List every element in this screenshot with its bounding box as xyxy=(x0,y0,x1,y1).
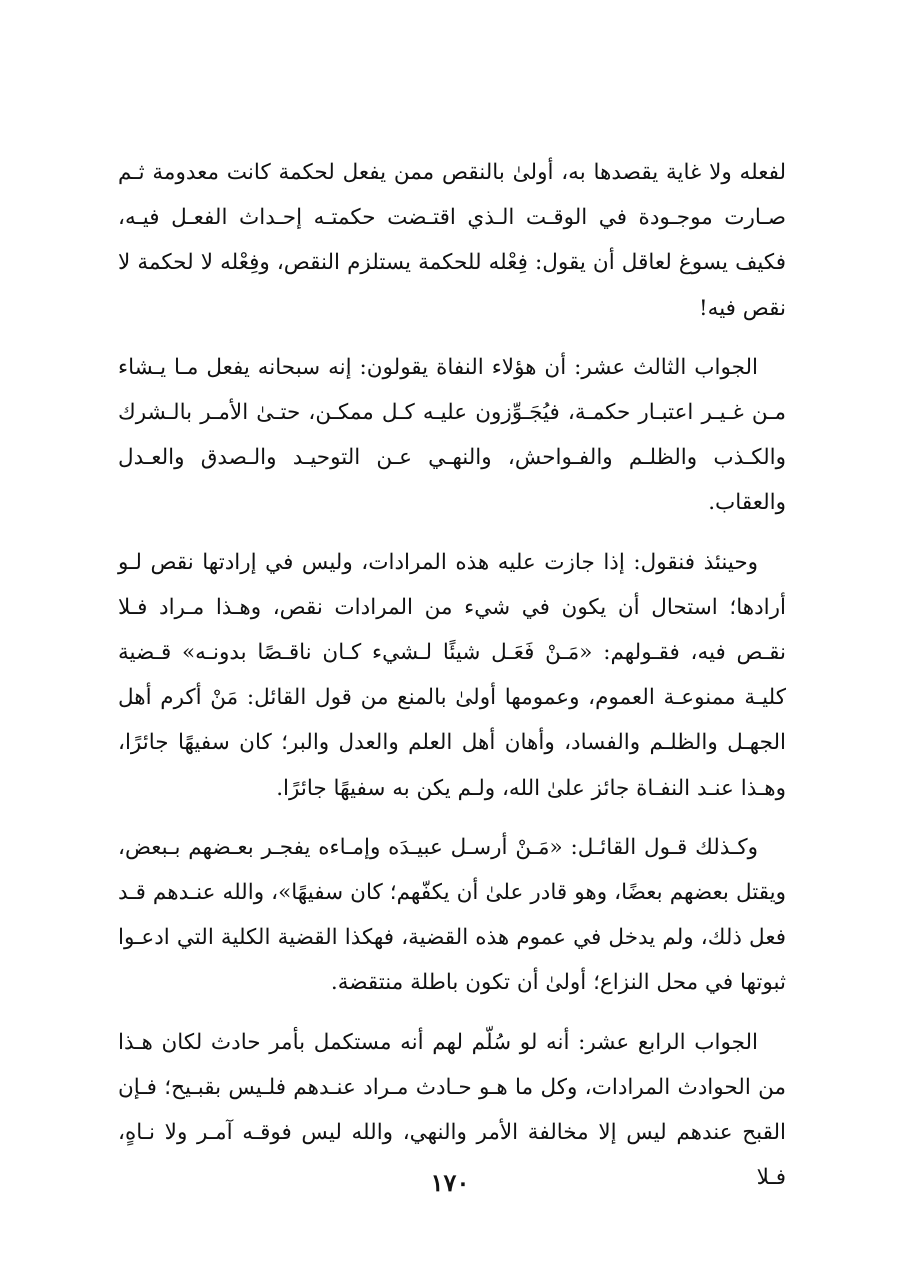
paragraph-1: لفعله ولا غاية يقصدها به، أولىٰ بالنقص ممن يفعل لحكمة كانت معدومة ثـم صـارت موجـودة في الوقـت الـذي اقتـضت حكمتـه إحـداث الفعـل فيـه، فكيف يسوغ لعاقل أن يقول: فِعْله للحكمة يستلزم النقص، وفِعْله لا لحكمة لا نقص فيه! xyxy=(118,160,786,321)
paragraph-5: الجواب الرابع عشر: أنه لو سُلّم لهم أنه مستكمل بأمر حادث لكان هـذا من الحوادث المرادات، وكل ما هـو حـادث مـراد عنـدهم فلـيس بقبـيح؛ فـإن القبح عندهم ليس إلا مخالفة الأمر والنهي، والله ليس فوقـه آمـر ولا نـاهٍ، فـلا xyxy=(118,1029,786,1191)
paragraph-3: وحينئذ فنقول: إذا جازت عليه هذه المرادات، وليس في إرادتها نقص لـو أرادها؛ استحال أن يكون في شيء من المرادات نقص، وهـذا مـراد فـلا نقـص فيه، فقـولهم: «مَـنْ فَعَـل شيئًا لـشيء كـان ناقـصًا بدونـه» قـضية كليـة ممنوعـة العموم، وعمومها أولىٰ بالمنع من قول القائل: مَنْ أكرم أهل الجهـل والظلـم والفساد، وأهان أهل العلم والعدل والبر؛ كان سفيهًا جائرًا، وهـذا عنـد النفـاة جائز علىٰ الله، ولـم يكن به سفيهًا جائرًا. xyxy=(118,549,786,801)
page-number: ١٧٠ xyxy=(430,1168,470,1197)
paragraph-2: الجواب الثالث عشر: أن هؤلاء النفاة يقولون: إنه سبحانه يفعل مـا يـشاء مـن غـيـر اعتبـار حكمـة، فيُجَـوِّزون عليـه كـل ممكـن، حتـىٰ الأمـر بالـشرك والكـذب والظلـم والفـواحش، والنهـي عـن التوحيـد والـصدق والعـدل والعقاب. xyxy=(118,354,786,516)
body-text xyxy=(118,150,786,1214)
paragraph-4: وكـذلك قـول القائـل: «مَـنْ أرسـل عبيـدَه وإمـاءه يفجـر بعـضهم بـبعض، ويقتل بعضهم بعضًا، وهو قادر علىٰ أن يكفّهم؛ كان سفيهًا»، والله عنـدهم قـد فعل ذلك، ولم يدخل في عموم هذه القضية، فهكذا القضية الكلية التي ادعـوا ثبوتها في محل النزاع؛ أولىٰ أن تكون باطلة منتقضة. xyxy=(118,834,786,996)
